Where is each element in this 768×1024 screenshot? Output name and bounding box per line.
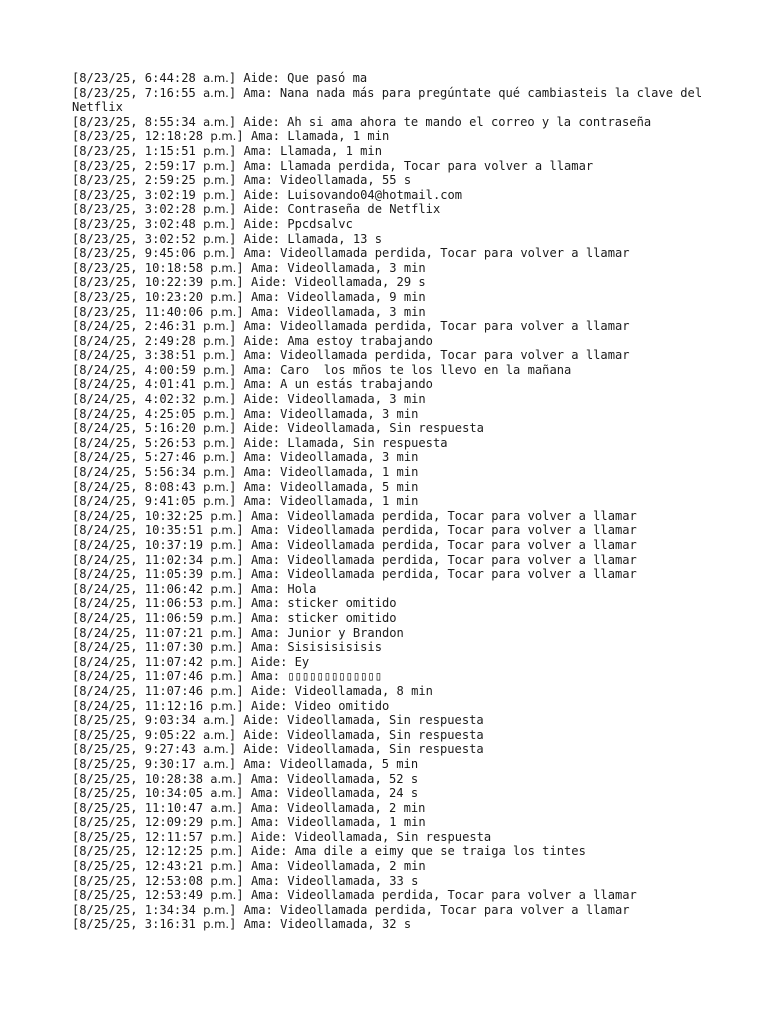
- message-period: p.m.: [210, 581, 237, 596]
- message-author: Aide: [243, 187, 273, 202]
- message-timestamp: [8/23/25, 2:59:25: [72, 173, 196, 188]
- message-period: p.m.: [203, 377, 230, 392]
- message-period: p.m.: [203, 406, 230, 421]
- message-text: Ppcdsalvc: [287, 216, 353, 231]
- chat-line: [8/24/25, 11:05:39 p.m.] Ama: Videollamada perdida, Tocar para volver a llamar: [72, 567, 637, 582]
- chat-line: [8/24/25, 5:16:20 p.m.] Aide: Videollamada, Sin respuesta: [72, 421, 484, 436]
- message-author: Aide: [243, 333, 273, 348]
- message-text: Videollamada perdida, Tocar para volver a llamar: [287, 523, 637, 538]
- message-text: Ah si ama ahora te mando el correo y la contraseña: [287, 114, 652, 129]
- message-text: Videollamada, 24 s: [287, 786, 419, 801]
- message-period: p.m.: [203, 421, 230, 436]
- message-period: p.m.: [203, 143, 230, 158]
- message-period: p.m.: [210, 683, 237, 698]
- message-text: Videollamada, Sin respuesta: [287, 727, 484, 742]
- message-text: Videollamada, 5 min: [280, 479, 419, 494]
- message-author: Aide: [250, 654, 281, 669]
- chat-export-page: [72, 71, 712, 932]
- message-text: Nana nada más para pregúntate qué cambiasteis la clave del Netflix: [72, 85, 710, 115]
- message-timestamp: [8/23/25, 7:16:55: [72, 85, 196, 100]
- message-text: Ama dile a eimy que se traiga los tintes: [294, 844, 586, 859]
- message-period: a.m.: [210, 786, 237, 801]
- message-timestamp: [8/24/25, 11:07:46: [72, 683, 204, 698]
- message-timestamp: [8/25/25, 3:16:31: [72, 917, 196, 932]
- message-period: p.m.: [203, 450, 230, 465]
- chat-line: [8/23/25, 7:16:55 a.m.] Ama: Nana nada más para pregúntate qué cambiasteis la clave del Netflix: [72, 85, 710, 115]
- message-text: Video omitido: [294, 698, 390, 713]
- message-author: Ama: [243, 479, 266, 494]
- message-text: A un estás trabajando: [280, 377, 433, 392]
- message-text: Videollamada perdida, Tocar para volver a llamar: [280, 902, 630, 917]
- message-text: Videollamada, 3 min: [287, 392, 426, 407]
- message-period: p.m.: [210, 698, 237, 713]
- message-author: Ama: [250, 625, 273, 640]
- message-timestamp: [8/23/25, 9:45:06: [72, 246, 196, 261]
- message-timestamp: [8/24/25, 2:46:31: [72, 319, 196, 334]
- message-author: Ama: [250, 859, 273, 874]
- message-timestamp: [8/24/25, 4:01:41: [72, 377, 196, 392]
- message-text: Videollamada, Sin respuesta: [287, 713, 484, 728]
- message-author: Ama: [250, 552, 273, 567]
- message-period: p.m.: [203, 479, 230, 494]
- message-author: Ama: [250, 786, 273, 801]
- message-author: Ama: [250, 771, 273, 786]
- message-author: Ama: [243, 494, 266, 509]
- message-period: p.m.: [203, 494, 230, 509]
- message-timestamp: [8/23/25, 3:02:48: [72, 216, 196, 231]
- message-author: Aide: [250, 275, 281, 290]
- message-author: Aide: [243, 202, 273, 217]
- message-text: Llamada, 13 s: [287, 231, 382, 246]
- message-author: Ama: [250, 523, 273, 538]
- message-author: Aide: [250, 683, 281, 698]
- chat-line: [8/25/25, 9:05:22 a.m.] Aide: Videollamada, Sin respuesta: [72, 727, 484, 742]
- chat-line: [8/24/25, 3:38:51 p.m.] Ama: Videollamada perdida, Tocar para volver a llamar: [72, 348, 630, 363]
- message-timestamp: [8/23/25, 3:02:28: [72, 202, 196, 217]
- message-timestamp: [8/24/25, 2:49:28: [72, 333, 196, 348]
- message-author: Aide: [250, 829, 281, 844]
- message-author: Ama: [243, 362, 266, 377]
- message-author: Aide: [243, 727, 273, 742]
- message-timestamp: [8/23/25, 10:22:39: [72, 275, 204, 290]
- message-period: p.m.: [203, 231, 230, 246]
- chat-line: [8/24/25, 4:02:32 p.m.] Aide: Videollamada, 3 min: [72, 392, 426, 407]
- message-text: Videollamada perdida, Tocar para volver a llamar: [287, 552, 637, 567]
- message-timestamp: [8/25/25, 12:12:25: [72, 844, 204, 859]
- message-timestamp: [8/25/25, 10:28:38: [72, 771, 204, 786]
- message-period: p.m.: [203, 465, 230, 480]
- message-text: Videollamada, 2 min: [287, 800, 426, 815]
- chat-line: [8/23/25, 3:02:52 p.m.] Aide: Llamada, 13 s: [72, 231, 382, 246]
- message-timestamp: [8/24/25, 5:16:20: [72, 421, 196, 436]
- message-text: Videollamada, 3 min: [280, 450, 419, 465]
- message-author: Ama: [243, 756, 266, 771]
- message-text: Videollamada, 5 min: [279, 756, 419, 771]
- chat-line: [8/24/25, 4:01:41 p.m.] Ama: A un estás trabajando: [72, 377, 433, 392]
- message-period: p.m.: [210, 508, 237, 523]
- message-timestamp: [8/25/25, 1:34:34: [72, 902, 196, 917]
- message-timestamp: [8/24/25, 11:07:42: [72, 654, 204, 669]
- message-timestamp: [8/25/25, 9:30:17: [72, 756, 196, 771]
- chat-line: [8/25/25, 12:53:49 p.m.] Ama: Videollamada perdida, Tocar para volver a llamar: [72, 888, 637, 903]
- chat-line: [8/25/25, 9:03:34 a.m.] Aide: Videollamada, Sin respuesta: [72, 713, 484, 728]
- message-timestamp: [8/24/25, 10:32:25: [72, 508, 204, 523]
- chat-line: [8/25/25, 12:11:57 p.m.] Aide: Videollamada, Sin respuesta: [72, 829, 492, 844]
- chat-line: [8/23/25, 10:18:58 p.m.] Ama: Videollamada, 3 min: [72, 260, 426, 275]
- message-author: Ama: [243, 246, 266, 261]
- message-author: Ama: [250, 815, 273, 830]
- message-period: a.m.: [210, 800, 237, 815]
- message-period: p.m.: [210, 625, 237, 640]
- chat-line: [8/24/25, 5:26:53 p.m.] Aide: Llamada, Sin respuesta: [72, 435, 448, 450]
- message-author: Ama: [250, 567, 273, 582]
- chat-line: [8/24/25, 4:00:59 p.m.] Ama: Caro los mños te los llevo en la mañana: [72, 362, 572, 377]
- chat-line: [8/25/25, 9:27:43 a.m.] Aide: Videollamada, Sin respuesta: [72, 742, 484, 757]
- message-author: Ama: [250, 508, 273, 523]
- chat-line: [8/25/25, 10:28:38 a.m.] Ama: Videollamada, 52 s: [72, 771, 419, 786]
- message-timestamp: [8/24/25, 5:27:46: [72, 450, 196, 465]
- message-period: p.m.: [203, 362, 230, 377]
- chat-line: [8/25/25, 3:16:31 p.m.] Ama: Videollamada, 32 s: [72, 917, 412, 932]
- message-period: a.m.: [203, 742, 229, 757]
- message-period: a.m.: [203, 713, 229, 728]
- message-timestamp: [8/24/25, 11:05:39: [72, 567, 204, 582]
- message-timestamp: [8/24/25, 11:06:42: [72, 581, 204, 596]
- message-author: Ama: [250, 596, 273, 611]
- message-text: Llamada, Sin respuesta: [287, 435, 448, 450]
- chat-line: [8/24/25, 10:37:19 p.m.] Ama: Videollamada perdida, Tocar para volver a llamar: [72, 538, 637, 552]
- message-author: Ama: [250, 888, 273, 903]
- message-author: Ama: [250, 581, 273, 596]
- message-author: Ama: [250, 538, 273, 552]
- message-author: Ama: [250, 260, 273, 275]
- message-period: p.m.: [203, 917, 230, 932]
- message-author: Aide: [243, 71, 273, 85]
- message-text: Videollamada, Sin respuesta: [287, 742, 484, 757]
- chat-line: [8/24/25, 11:06:59 p.m.] Ama: sticker omitido: [72, 610, 397, 625]
- message-text: Videollamada perdida, Tocar para volver a llamar: [287, 538, 637, 552]
- chat-line: [8/23/25, 2:59:25 p.m.] Ama: Videollamada, 55 s: [72, 173, 412, 188]
- message-timestamp: [8/25/25, 9:03:34: [72, 713, 196, 728]
- message-author: Ama: [243, 377, 266, 392]
- message-period: p.m.: [210, 640, 237, 655]
- chat-line: [8/24/25, 11:07:30 p.m.] Ama: Sisisisisisis: [72, 640, 382, 655]
- chat-line: [8/23/25, 10:22:39 p.m.] Aide: Videollamada, 29 s: [72, 275, 426, 290]
- message-period: p.m.: [210, 844, 237, 859]
- message-text: Llamada perdida, Tocar para volver a llamar: [280, 158, 594, 173]
- message-period: p.m.: [210, 129, 237, 144]
- chat-line: [8/25/25, 9:30:17 a.m.] Ama: Videollamada, 5 min: [72, 756, 419, 771]
- message-author: Aide: [243, 421, 273, 436]
- message-text: Videollamada, 3 min: [287, 260, 426, 275]
- message-period: p.m.: [210, 567, 237, 582]
- message-period: p.m.: [210, 552, 237, 567]
- message-author: Ama: [250, 129, 273, 144]
- message-text: Sisisisisisis: [287, 640, 382, 655]
- message-period: p.m.: [210, 523, 237, 538]
- message-author: Aide: [243, 713, 273, 728]
- chat-line: [8/24/25, 11:02:34 p.m.] Ama: Videollamada perdida, Tocar para volver a llamar: [72, 552, 637, 567]
- message-text: Luisovando04@hotmail.com: [287, 187, 463, 202]
- message-text: Videollamada, 3 min: [287, 304, 426, 319]
- message-timestamp: [8/24/25, 5:56:34: [72, 465, 196, 480]
- message-period: p.m.: [203, 173, 230, 188]
- chat-line: [8/24/25, 11:06:42 p.m.] Ama: Hola: [72, 581, 317, 596]
- message-timestamp: [8/24/25, 11:06:53: [72, 596, 204, 611]
- chat-line: [8/25/25, 12:53:08 p.m.] Ama: Videollamada, 33 s: [72, 873, 419, 888]
- message-period: p.m.: [203, 202, 230, 217]
- message-timestamp: [8/24/25, 8:08:43: [72, 479, 196, 494]
- message-period: p.m.: [203, 435, 230, 450]
- message-timestamp: [8/23/25, 2:59:17: [72, 158, 196, 173]
- chat-line: [8/24/25, 11:07:46 p.m.] Ama: ▯▯▯▯▯▯▯▯▯▯▯▯▯: [72, 669, 382, 684]
- chat-line: [8/24/25, 4:25:05 p.m.] Ama: Videollamada, 3 min: [72, 406, 419, 421]
- message-author: Aide: [250, 698, 281, 713]
- message-author: Ama: [243, 450, 266, 465]
- message-author: Ama: [250, 800, 273, 815]
- chat-line: [8/24/25, 2:49:28 p.m.] Aide: Ama estoy trabajando: [72, 333, 433, 348]
- message-text: Llamada, 1 min: [280, 143, 382, 158]
- message-timestamp: [8/24/25, 9:41:05: [72, 494, 196, 509]
- chat-line: [8/24/25, 11:07:46 p.m.] Aide: Videollamada, 8 min: [72, 683, 433, 698]
- message-author: Ama: [250, 669, 273, 684]
- chat-line: [8/23/25, 10:23:20 p.m.] Ama: Videollamada, 9 min: [72, 289, 426, 304]
- message-period: p.m.: [203, 333, 230, 348]
- message-author: Ama: [243, 319, 266, 334]
- message-author: Aide: [243, 114, 273, 129]
- message-period: p.m.: [210, 829, 237, 844]
- message-text: Caro los mños te los llevo en la mañana: [280, 362, 572, 377]
- message-text: Videollamada perdida, Tocar para volver a llamar: [280, 319, 630, 334]
- chat-line: [8/23/25, 3:02:19 p.m.] Aide: Luisovando04@hotmail.com: [72, 187, 463, 202]
- message-period: a.m.: [203, 71, 229, 85]
- message-text: Videollamada, 2 min: [287, 859, 426, 874]
- message-period: p.m.: [203, 158, 230, 173]
- chat-line: [8/24/25, 11:06:53 p.m.] Ama: sticker omitido: [72, 596, 397, 611]
- message-period: p.m.: [203, 187, 230, 202]
- chat-line: [8/24/25, 11:12:16 p.m.] Aide: Video omitido: [72, 698, 390, 713]
- message-text: Videollamada, 1 min: [280, 465, 419, 480]
- chat-line: [8/23/25, 2:59:17 p.m.] Ama: Llamada perdida, Tocar para volver a llamar: [72, 158, 594, 173]
- message-text: Videollamada, 29 s: [294, 275, 426, 290]
- message-author: Ama: [243, 85, 266, 100]
- message-author: Ama: [243, 348, 266, 363]
- message-text: Que pasó ma: [287, 71, 368, 85]
- message-timestamp: [8/23/25, 11:40:06: [72, 304, 204, 319]
- message-period: p.m.: [210, 654, 237, 669]
- message-timestamp: [8/24/25, 10:37:19: [72, 538, 204, 552]
- message-timestamp: [8/24/25, 11:07:30: [72, 640, 204, 655]
- message-author: Ama: [243, 158, 266, 173]
- message-author: Ama: [250, 304, 273, 319]
- message-author: Aide: [243, 742, 273, 757]
- message-timestamp: [8/25/25, 10:34:05: [72, 786, 204, 801]
- message-text: Videollamada, Sin respuesta: [287, 421, 484, 436]
- message-author: Ama: [243, 902, 266, 917]
- message-timestamp: [8/25/25, 12:53:49: [72, 888, 204, 903]
- message-text: Videollamada, 8 min: [294, 683, 433, 698]
- chat-line: [8/24/25, 5:27:46 p.m.] Ama: Videollamada, 3 min: [72, 450, 419, 465]
- chat-line: [8/24/25, 10:32:25 p.m.] Ama: Videollamada perdida, Tocar para volver a llamar: [72, 508, 637, 523]
- message-author: Aide: [243, 392, 273, 407]
- message-text: Contraseña de Netflix: [287, 202, 441, 217]
- chat-line: [8/23/25, 3:02:28 p.m.] Aide: Contraseña de Netflix: [72, 202, 441, 217]
- message-period: p.m.: [203, 216, 230, 231]
- message-period: p.m.: [210, 815, 237, 830]
- message-author: Ama: [250, 873, 273, 888]
- message-period: p.m.: [203, 319, 230, 334]
- message-timestamp: [8/24/25, 4:02:32: [72, 392, 196, 407]
- message-period: p.m.: [203, 348, 230, 363]
- message-period: p.m.: [210, 888, 237, 903]
- message-author: Ama: [250, 610, 273, 625]
- message-timestamp: [8/24/25, 3:38:51: [72, 348, 196, 363]
- message-period: p.m.: [210, 289, 237, 304]
- message-text: Videollamada perdida, Tocar para volver a llamar: [280, 246, 630, 261]
- message-period: p.m.: [210, 859, 237, 874]
- message-author: Ama: [250, 289, 273, 304]
- message-period: p.m.: [210, 304, 237, 319]
- message-text: ▯▯▯▯▯▯▯▯▯▯▯▯▯: [287, 669, 382, 684]
- message-period: a.m.: [203, 85, 229, 100]
- message-timestamp: [8/25/25, 11:10:47: [72, 800, 204, 815]
- chat-line: [8/24/25, 8:08:43 p.m.] Ama: Videollamada, 5 min: [72, 479, 419, 494]
- message-period: a.m.: [203, 756, 229, 771]
- chat-line: [8/24/25, 5:56:34 p.m.] Ama: Videollamada, 1 min: [72, 465, 419, 480]
- message-period: p.m.: [210, 275, 237, 290]
- message-timestamp: [8/24/25, 11:07:46: [72, 669, 204, 684]
- chat-line: [8/23/25, 12:18:28 p.m.] Ama: Llamada, 1 min: [72, 129, 390, 144]
- message-timestamp: [8/23/25, 12:18:28: [72, 129, 204, 144]
- message-timestamp: [8/25/25, 9:27:43: [72, 742, 196, 757]
- message-timestamp: [8/25/25, 12:09:29: [72, 815, 204, 830]
- message-timestamp: [8/25/25, 12:53:08: [72, 873, 204, 888]
- message-text: Videollamada, 1 min: [287, 815, 426, 830]
- message-author: Aide: [250, 844, 281, 859]
- message-period: p.m.: [203, 392, 230, 407]
- chat-line: [8/23/25, 8:55:34 a.m.] Aide: Ah si ama ahora te mando el correo y la contraseña: [72, 114, 652, 129]
- message-text: Videollamada, 55 s: [280, 173, 412, 188]
- chat-line: [8/25/25, 10:34:05 a.m.] Ama: Videollamada, 24 s: [72, 786, 419, 801]
- chat-line: [8/23/25, 3:02:48 p.m.] Aide: Ppcdsalvc: [72, 216, 353, 231]
- message-text: Junior y Brandon: [287, 625, 404, 640]
- message-timestamp: [8/24/25, 10:35:51: [72, 523, 204, 538]
- message-author: Aide: [243, 216, 273, 231]
- chat-line: [8/24/25, 10:35:51 p.m.] Ama: Videollamada perdida, Tocar para volver a llamar: [72, 523, 637, 538]
- message-timestamp: [8/25/25, 12:43:21: [72, 859, 204, 874]
- message-author: Aide: [243, 231, 273, 246]
- message-author: Ama: [243, 465, 266, 480]
- message-timestamp: [8/23/25, 10:23:20: [72, 289, 204, 304]
- message-text: Llamada, 1 min: [287, 129, 390, 144]
- message-period: p.m.: [210, 538, 237, 552]
- chat-line: [8/23/25, 9:45:06 p.m.] Ama: Videollamada perdida, Tocar para volver a llamar: [72, 246, 630, 261]
- message-author: Ama: [243, 406, 266, 421]
- message-text: Videollamada perdida, Tocar para volver a llamar: [287, 888, 637, 903]
- message-text: Videollamada, 52 s: [287, 771, 419, 786]
- message-period: p.m.: [210, 669, 237, 684]
- chat-line: [8/24/25, 11:07:21 p.m.] Ama: Junior y Brandon: [72, 625, 404, 640]
- message-text: Videollamada, 33 s: [287, 873, 419, 888]
- message-timestamp: [8/24/25, 5:26:53: [72, 435, 196, 450]
- message-timestamp: [8/24/25, 11:07:21: [72, 625, 204, 640]
- message-timestamp: [8/24/25, 4:25:05: [72, 406, 196, 421]
- message-timestamp: [8/24/25, 11:02:34: [72, 552, 204, 567]
- message-author: Ama: [243, 917, 266, 932]
- message-timestamp: [8/24/25, 11:06:59: [72, 610, 204, 625]
- message-text: Videollamada, 9 min: [287, 289, 426, 304]
- message-period: a.m.: [203, 727, 229, 742]
- message-text: Hola: [287, 581, 317, 596]
- message-period: a.m.: [203, 114, 229, 129]
- chat-line: [8/24/25, 9:41:05 p.m.] Ama: Videollamada, 1 min: [72, 494, 419, 509]
- message-timestamp: [8/25/25, 9:05:22: [72, 727, 196, 742]
- message-timestamp: [8/23/25, 10:18:58: [72, 260, 204, 275]
- message-timestamp: [8/23/25, 3:02:19: [72, 187, 196, 202]
- message-period: p.m.: [203, 246, 230, 261]
- message-timestamp: [8/23/25, 3:02:52: [72, 231, 196, 246]
- message-timestamp: [8/23/25, 8:55:34: [72, 114, 196, 129]
- message-timestamp: [8/23/25, 6:44:28: [72, 71, 196, 85]
- chat-line: [8/25/25, 11:10:47 a.m.] Ama: Videollamada, 2 min: [72, 800, 426, 815]
- message-timestamp: [8/24/25, 4:00:59: [72, 362, 196, 377]
- message-text: Videollamada perdida, Tocar para volver a llamar: [287, 567, 637, 582]
- message-author: Ama: [243, 173, 266, 188]
- message-timestamp: [8/24/25, 11:12:16: [72, 698, 204, 713]
- message-text: Ey: [294, 654, 310, 669]
- message-author: Ama: [250, 640, 273, 655]
- message-text: Videollamada, Sin respuesta: [294, 829, 492, 844]
- chat-line: [8/24/25, 11:07:42 p.m.] Aide: Ey: [72, 654, 310, 669]
- message-period: p.m.: [210, 873, 237, 888]
- message-period: p.m.: [210, 596, 237, 611]
- message-text: sticker omitido: [287, 610, 397, 625]
- message-text: Videollamada, 3 min: [280, 406, 419, 421]
- message-period: a.m.: [210, 771, 237, 786]
- message-period: p.m.: [210, 260, 237, 275]
- chat-line: [8/25/25, 12:09:29 p.m.] Ama: Videollamada, 1 min: [72, 815, 426, 830]
- chat-line: [8/23/25, 11:40:06 p.m.] Ama: Videollamada, 3 min: [72, 304, 426, 319]
- message-author: Ama: [243, 143, 266, 158]
- chat-line: [8/23/25, 1:15:51 p.m.] Ama: Llamada, 1 min: [72, 143, 382, 158]
- message-text: Videollamada perdida, Tocar para volver a llamar: [280, 348, 630, 363]
- message-text: Videollamada, 1 min: [280, 494, 419, 509]
- message-period: p.m.: [210, 610, 237, 625]
- message-timestamp: [8/23/25, 1:15:51: [72, 143, 196, 158]
- chat-line: [8/23/25, 6:44:28 a.m.] Aide: Que pasó ma: [72, 71, 368, 85]
- chat-line: [8/25/25, 12:43:21 p.m.] Ama: Videollamada, 2 min: [72, 859, 426, 874]
- message-text: Videollamada perdida, Tocar para volver a llamar: [287, 508, 637, 523]
- chat-line: [8/25/25, 12:12:25 p.m.] Aide: Ama dile a eimy que se traiga los tintes: [72, 844, 586, 859]
- message-period: p.m.: [203, 902, 230, 917]
- message-author: Aide: [243, 435, 273, 450]
- chat-line: [8/24/25, 2:46:31 p.m.] Ama: Videollamada perdida, Tocar para volver a llamar: [72, 319, 630, 334]
- message-text: Videollamada, 32 s: [280, 917, 412, 932]
- chat-line: [8/25/25, 1:34:34 p.m.] Ama: Videollamada perdida, Tocar para volver a llamar: [72, 902, 630, 917]
- message-text: sticker omitido: [287, 596, 397, 611]
- message-text: Ama estoy trabajando: [287, 333, 433, 348]
- message-timestamp: [8/25/25, 12:11:57: [72, 829, 204, 844]
